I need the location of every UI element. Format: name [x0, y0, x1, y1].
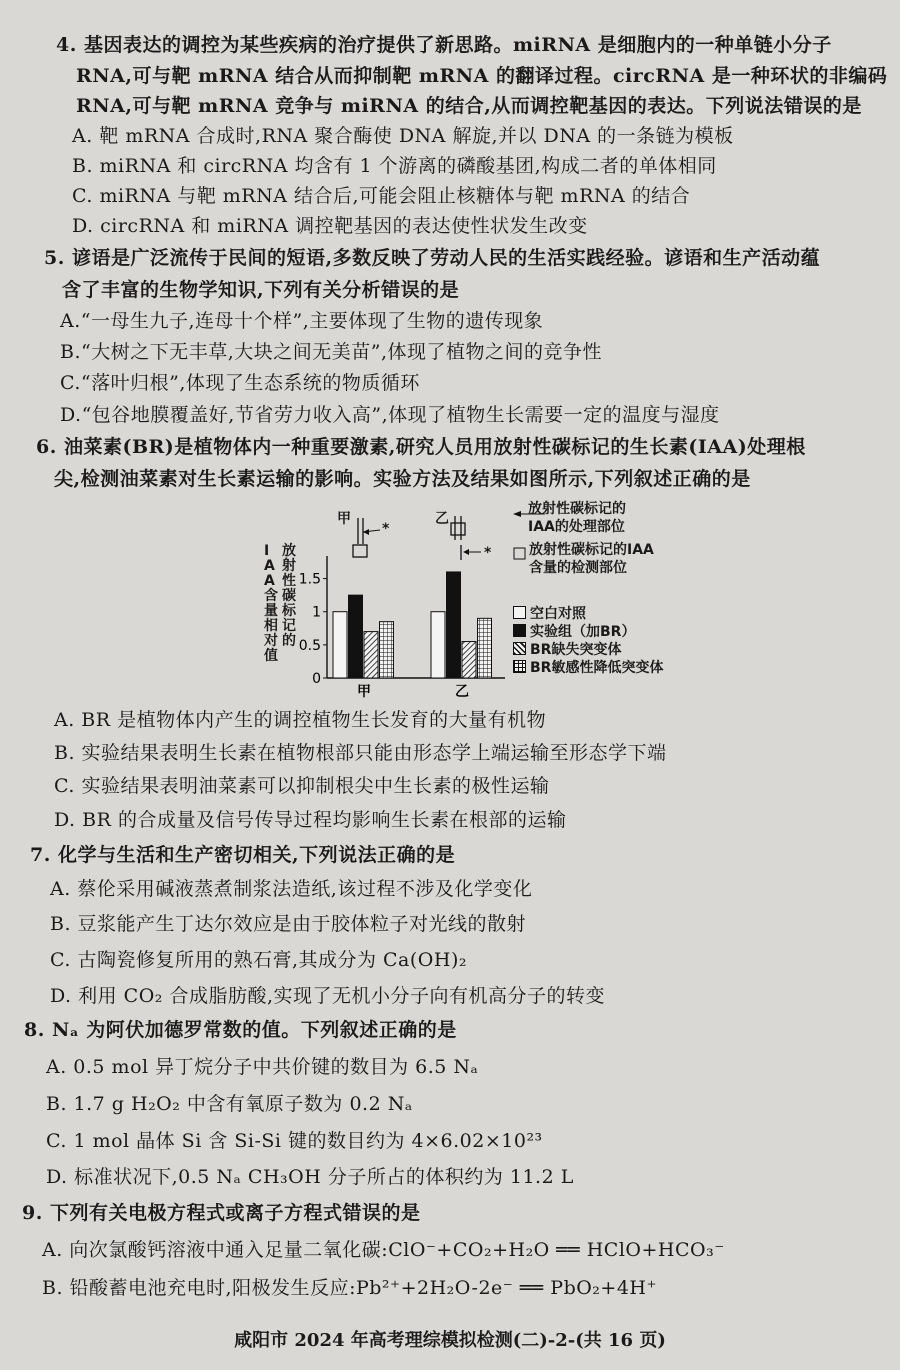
legend-swatch — [513, 642, 526, 655]
q8-option-a: A. 0.5 mol 异丁烷分子中共价键的数目为 6.5 Nₐ — [46, 1056, 479, 1078]
q6-option-b: B. 实验结果表明生长素在植物根部只能由形态学上端运输至形态学下端 — [54, 742, 667, 764]
q5-option-b: B.“大树之下无丰草,大块之间无美苗”,体现了植物之间的竞争性 — [60, 341, 603, 363]
q8-option-b: B. 1.7 g H₂O₂ 中含有氧原子数为 0.2 Nₐ — [46, 1093, 413, 1115]
bar-jia-series-3 — [380, 622, 394, 678]
bar-yi-series-1 — [447, 572, 461, 678]
q4-option-b: B. miRNA 和 circRNA 均含有 1 个游离的磷酸基团,构成二者的单体相同 — [72, 155, 717, 177]
x-tick-label: 乙 — [455, 684, 469, 700]
page-footer: 咸阳市 2024 年高考理综模拟检测(二)-2-(共 16 页) — [234, 1330, 666, 1351]
q4-option-a: A. 靶 mRNA 合成时,RNA 聚合酶使 DNA 解旋,并以 DNA 的一条链为模板 — [72, 125, 734, 147]
y-tick-label: 0.5 — [298, 637, 321, 654]
bar-jia-series-0 — [333, 612, 347, 678]
q7-option-d: D. 利用 CO₂ 合成脂肪酸,实现了无机小分子向有机高分子的转变 — [50, 985, 605, 1007]
legend-swatch — [513, 624, 526, 637]
q9-option-a: A. 向次氯酸钙溶液中通入足量二氧化碳:ClO⁻+CO₂+H₂O ══ HClO+HCO₃⁻ — [42, 1239, 725, 1261]
q7-option-a: A. 蔡伦采用碱液蒸煮制浆法造纸,该过程不涉及化学变化 — [50, 878, 533, 900]
q4-option-d: D. circRNA 和 miRNA 调控靶基因的表达使性状发生改变 — [72, 215, 588, 237]
y-tick-label: 1.5 — [298, 571, 321, 588]
bar-yi-series-2 — [462, 642, 476, 678]
legend-item — [513, 603, 586, 623]
star-jia: * — [382, 521, 390, 537]
legend-swatch — [513, 606, 526, 619]
q7-option-c: C. 古陶瓷修复所用的熟石膏,其成分为 Ca(OH)₂ — [50, 949, 467, 971]
q4-option-c: C. miRNA 与靶 mRNA 结合后,可能会阻止核糖体与靶 mRNA 的结合 — [72, 185, 691, 207]
legend-item — [513, 621, 635, 641]
q4-stem-line3: RNA,可与靶 mRNA 竞争与 miRNA 的结合,从而调控靶基因的表达。下列说法错误的是 — [76, 95, 862, 117]
q4-stem-line1: 4. 基因表达的调控为某些疾病的治疗提供了新思路。miRNA 是细胞内的一种单链小分子 — [56, 34, 832, 56]
legend-label: BR缺失突变体 — [530, 642, 622, 658]
q6-option-a: A. BR 是植物体内产生的调控植物生长发育的大量有机物 — [54, 709, 547, 731]
q6-option-d: D. BR 的合成量及信号传导过程均影响生长素在根部的运输 — [54, 809, 567, 831]
q5-option-a: A.“一母生九子,连母十个样”,主要体现了生物的遗传现象 — [60, 310, 544, 332]
q4-stem-line2: RNA,可与靶 mRNA 结合从而抑制靶 mRNA 的翻译过程。circRNA 是一种环状的非编码 — [76, 65, 888, 87]
label-jia-top: 甲 — [337, 511, 351, 527]
q8-option-d: D. 标准状况下,0.5 Nₐ CH₃OH 分子所占的体积约为 11.2 L — [46, 1166, 574, 1188]
root-tip-jia — [353, 518, 380, 557]
bar-jia-series-2 — [364, 632, 378, 678]
arrow2-label-line2: 含量的检测部位 — [529, 560, 627, 576]
arrow1-label-line1: 放射性碳标记的 — [528, 501, 626, 517]
q5-stem-line2: 含了丰富的生物学知识,下列有关分析错误的是 — [62, 279, 460, 301]
legend-item — [513, 657, 663, 677]
arrow2-label-line1: 放射性碳标记的IAA — [529, 542, 654, 558]
label-yi-top: 乙 — [435, 511, 449, 527]
y-tick-label: 0 — [312, 671, 321, 687]
y-tick-label: 1 — [312, 604, 321, 621]
y-axis-label-col2: IAA含量相对值 — [264, 543, 278, 664]
bar-yi-series-0 — [431, 612, 445, 678]
arrow1-label-line2: IAA的处理部位 — [528, 519, 625, 535]
x-tick-label: 甲 — [357, 684, 371, 700]
legend-item — [513, 639, 621, 659]
q6-stem-line1: 6. 油菜素(BR)是植物体内一种重要激素,研究人员用放射性碳标记的生长素(IAA)处理根 — [36, 436, 806, 458]
q5-option-c: C.“落叶归根”,体现了生态系统的物质循环 — [60, 372, 420, 394]
q5-option-d: D.“包谷地膜覆盖好,节省劳力收入高”,体现了植物生长需要一定的温度与湿度 — [60, 404, 720, 426]
q8-option-c: C. 1 mol 晶体 Si 含 Si-Si 键的数目约为 4×6.02×10²³ — [46, 1130, 543, 1152]
star-yi: * — [484, 545, 492, 561]
bar-jia-series-1 — [349, 595, 363, 678]
q6-stem-line2: 尖,检测油菜素对生长素运输的影响。实验方法及结果如图所示,下列叙述正确的是 — [54, 468, 751, 490]
chart-bars — [333, 572, 492, 678]
y-axis-label-col1: 放射性碳标记的 — [282, 543, 296, 649]
root-tip-yi — [451, 516, 481, 560]
legend-label: 实验组（加BR） — [530, 624, 636, 640]
bar-chart-figure — [255, 500, 725, 700]
q8-stem: 8. Nₐ 为阿伏加德罗常数的值。下列叙述正确的是 — [24, 1019, 457, 1041]
q7-option-b: B. 豆浆能产生丁达尔效应是由于胶体粒子对光线的散射 — [50, 913, 527, 935]
q9-stem: 9. 下列有关电极方程式或离子方程式错误的是 — [22, 1202, 421, 1224]
legend-swatch — [513, 660, 526, 673]
q9-option-b: B. 铅酸蓄电池充电时,阳极发生反应:Pb²⁺+2H₂O-2e⁻ ══ PbO₂+4H⁺ — [42, 1277, 658, 1299]
q5-stem-line1: 5. 谚语是广泛流传于民间的短语,多数反映了劳动人民的生活实践经验。谚语和生产活动蕴 — [44, 247, 821, 269]
q6-option-c: C. 实验结果表明油菜素可以抑制根尖中生长素的极性运输 — [54, 775, 550, 797]
q7-stem: 7. 化学与生活和生产密切相关,下列说法正确的是 — [30, 844, 456, 866]
legend-label: 空白对照 — [530, 606, 586, 622]
bar-yi-series-3 — [478, 618, 492, 678]
legend-label: BR敏感性降低突变体 — [530, 660, 664, 676]
